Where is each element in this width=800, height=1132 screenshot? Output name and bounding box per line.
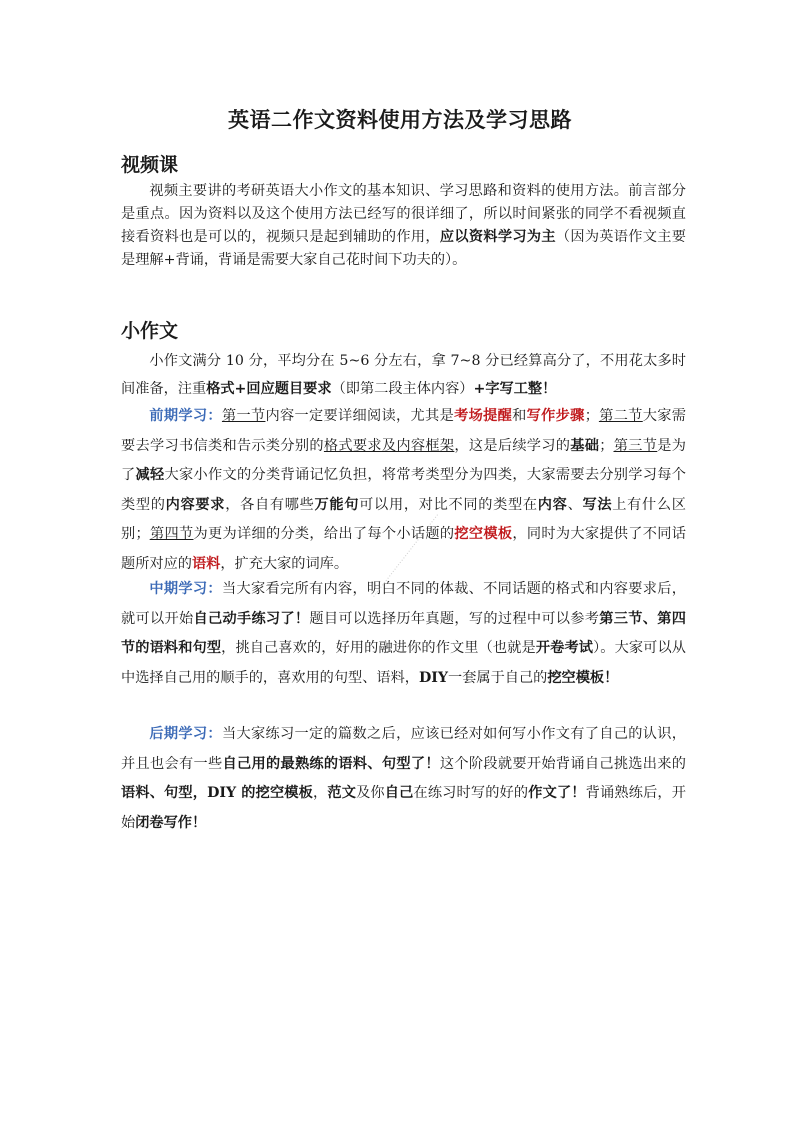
section-heading-video: 视频课	[121, 154, 179, 176]
section-heading-small-essay: 小作文	[121, 320, 179, 342]
late-study-paragraph: 后期学习：当大家练习一定的篇数之后，应该已经对如何写小作文有了自己的认识，并且也会有一些自己用的最熟练的语料、句型了！这个阶段就要开始背诵自己挑选出来的语料、句型，DIY 的挖空模板，范文及你自己在练习时写的好的作文了！背诵熟练后，开始闭卷写作！	[121, 726, 686, 831]
middle-study-paragraph: 中期学习：当大家看完所有内容，明白不同的体裁、不同话题的格式和内容要求后，就可以开始自己动手练习了！题目可以选择历年真题，写的过程中可以参考第三节、第四节的语料和句型，挑自己喜欢的，好用的融进你的作文里（也就是开卷考试）。大家可以从中选择自己用的顺手的，喜欢用的句型、语料，DIY一套属于自己的挖空模板！	[121, 581, 686, 686]
early-study-paragraph: 前期学习：第一节内容一定要详细阅读，尤其是考场提醒和写作步骤；第二节大家需要去学习书信类和告示类分别的格式要求及内容框架，这是后续学习的基础；第三节是为了减轻大家小作文的分类背诵记忆负担，将常考类型分为四类，大家需要去分别学习每个类型的内容要求，各自有哪些万能句可以用，对比不同的类型在内容、写法上有什么区别；第四节为更为详细的分类，给出了每个小话题的挖空模板，同时为大家提供了不同话题所对应的语料，扩充大家的词库。	[121, 408, 686, 572]
late-study-label: 后期学习：	[149, 726, 222, 742]
middle-study-label: 中期学习：	[149, 581, 222, 597]
page-title: 英语二作文资料使用方法及学习思路	[228, 108, 572, 132]
video-paragraph: 视频主要讲的考研英语大小作文的基本知识、学习思路和资料的使用方法。前言部分是重点。因为资料以及这个使用方法已经写的很详细了，所以时间紧张的同学不看视频直接看资料也是可以的，视频只是起到辅助的作用，应以资料学习为主（因为英语作文主要是理解+背诵，背诵是需要大家自己花时间下功夫的）。	[121, 183, 686, 268]
early-study-label: 前期学习：	[149, 408, 222, 424]
small-essay-intro-paragraph: 小作文满分 10 分，平均分在 5~6 分左右，拿 7~8 分已经算高分了，不用花太多时间准备，注重格式+回应题目要求（即第二段主体内容）+字写工整！	[121, 353, 686, 397]
watermark: ·····································	[370, 511, 444, 602]
